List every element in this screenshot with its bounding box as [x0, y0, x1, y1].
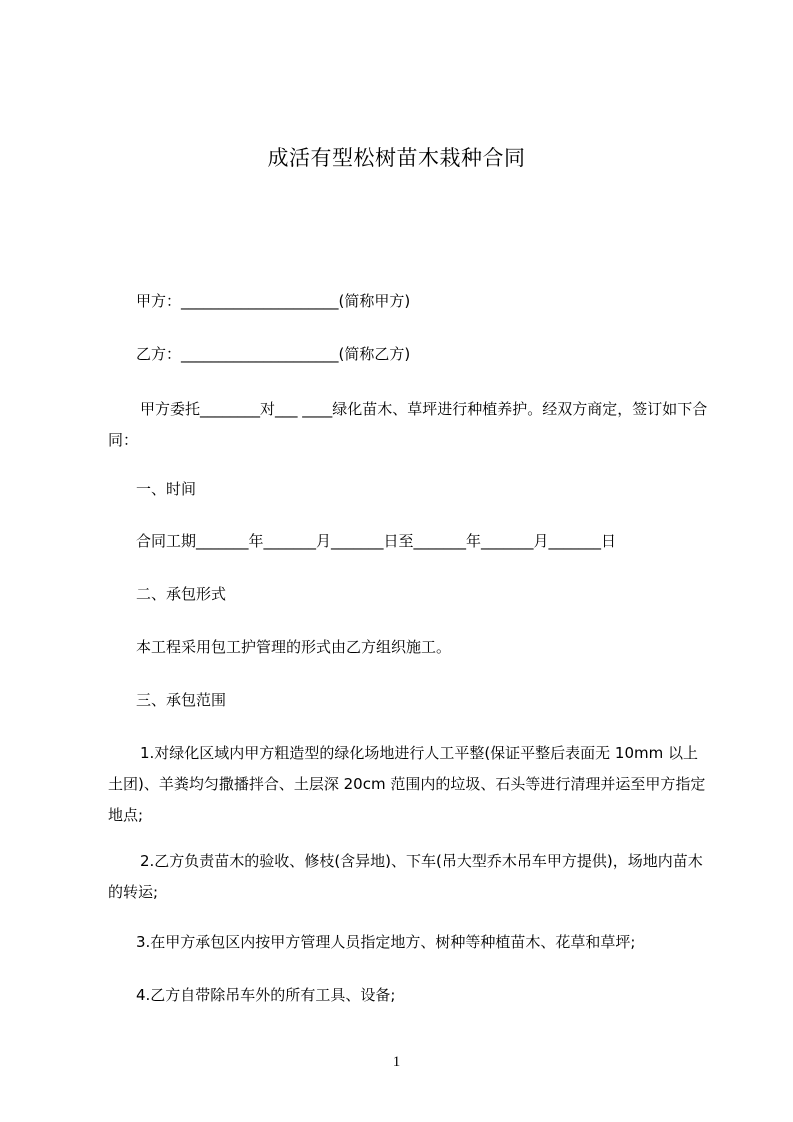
scope-item-3: 3.在甲方承包区内按甲方管理人员指定地方、树种等种植苗木、花草和草坪; [136, 933, 636, 951]
section-heading-contract-form: 二、承包形式 [136, 585, 227, 603]
intro-paragraph: 甲方委托________对___ ____绿化苗木、草坪进行种植养护。经双方商定，签订如下合同： [108, 400, 708, 449]
scope-item-4: 4.乙方自带除吊车外的所有工具、设备; [136, 986, 396, 1004]
scope-item-2: 2.乙方负责苗木的验收、修枝(含异地)、下车(吊大型乔木吊车甲方提供)，场地内苗木的转运; [108, 852, 703, 901]
contract-period-line: 合同工期_______年_______月_______日至_______年_______月_______日 [136, 532, 617, 550]
section-heading-time: 一、时间 [136, 480, 197, 498]
section-heading-scope: 三、承包范围 [136, 691, 227, 709]
contract-form-text: 本工程采用包工护管理的形式由乙方组织施工。 [136, 638, 452, 656]
party-b-line: 乙方：_____________________(简称乙方) [136, 345, 411, 363]
scope-item-1: 1.对绿化区域内甲方粗造型的绿化场地进行人工平整(保证平整后表面无 10mm 以上土团)、羊粪均匀撒播拌合、土层深 20cm 范围内的垃圾、石头等进行清理并运至甲方指定地点; [108, 744, 706, 824]
document-title: 成活有型松树苗木栽种合同 [267, 146, 526, 170]
party-a-line: 甲方：_____________________(简称甲方) [136, 292, 411, 310]
page-number: 1 [392, 1054, 401, 1070]
